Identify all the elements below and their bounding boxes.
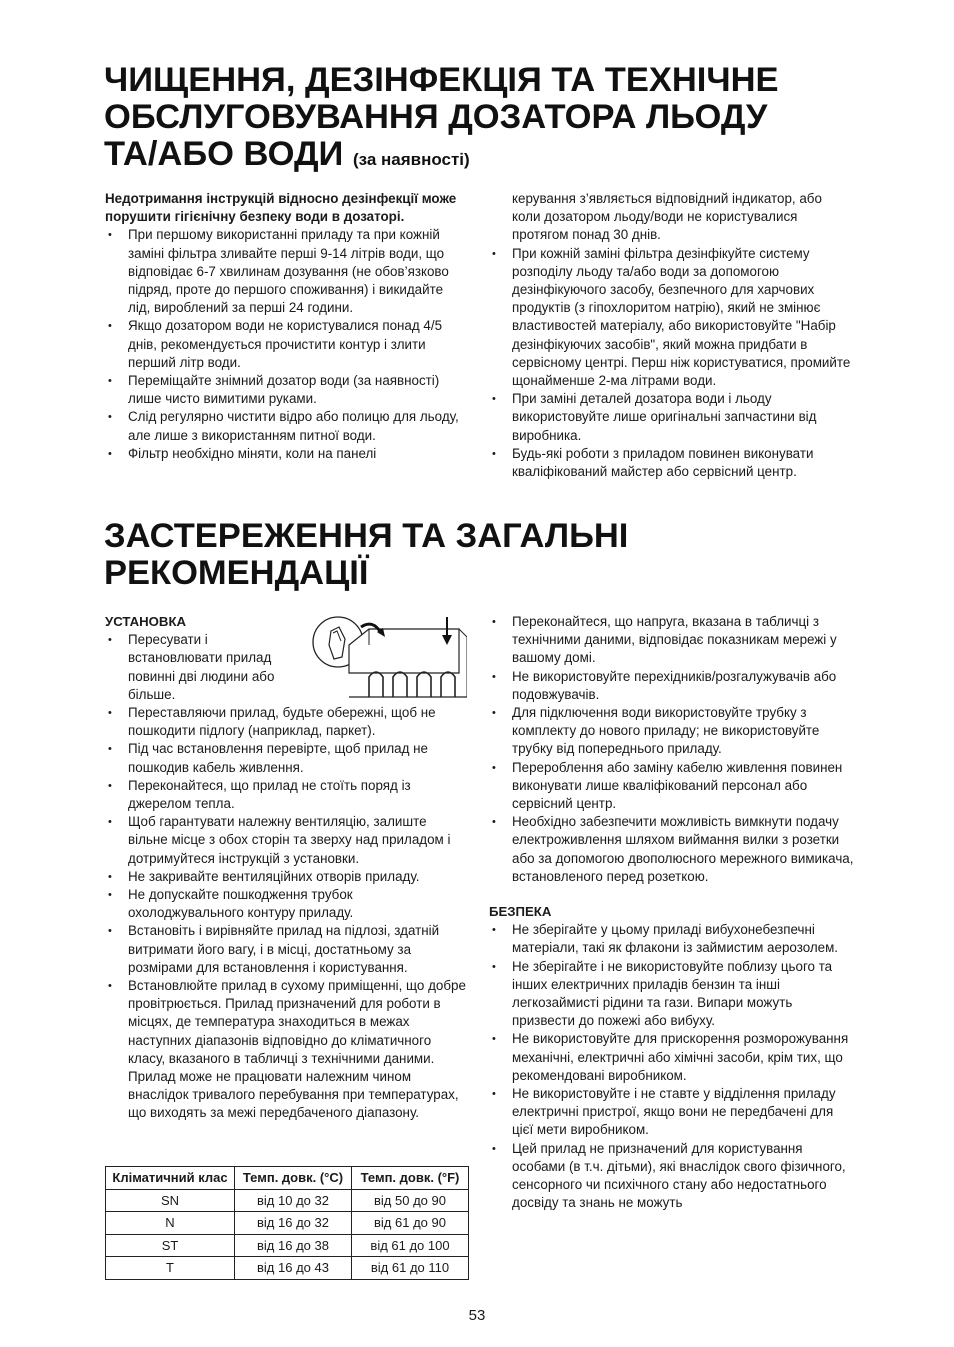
electrical-safety-column (489, 613, 854, 1213)
disinfection-warning: Недотримання інструкцій відносно дезінфекції може порушити гігієнічну безпеку води в дозаторі. (105, 191, 457, 225)
table-cell: від 16 до 38 (235, 1234, 352, 1257)
cleaning-list-right (489, 245, 854, 482)
list-item: • Необхідно забезпечити можливість вимкнути подачу електроживлення шляхом виймання вилки з розетки або за допомогою двополюсного мережного вимикача, встановленого перед розеткою. (489, 813, 854, 886)
list-item: • Щоб гарантувати належну вентиляцію, залиште вільне місце з обох сторін та зверху над приладом і дотримуйтеся інструкцій з установки. (105, 813, 467, 868)
list-item: • Встановлюйте прилад в сухому приміщенні, що добре провітрюється. Прилад призначений для роботи в місцях, де температура знаходиться в межах наступних діапазонів відповідно до кліматичного класу, вказаного в табличці з технічними даними. Прилад може не працювати належним чином внаслідок тривалого перебування при температурах, що виходять за межі передбаченого діапазону. (105, 977, 467, 1123)
safety-heading: БЕЗПЕКА (489, 904, 552, 920)
list-continuation: керування з’являється відповідний індикатор, або коли дозатором льоду/води не користувалися протягом понад 30 днів. (512, 191, 822, 243)
list-item: • При заміні деталей дозатора води і льоду використовуйте лише оригінальні запчастини від виробника. (489, 390, 854, 445)
list-item: • Встановіть і вирівняйте прилад на підлозі, здатній витримати його вагу, і в місці, достатньому за розмірами для встановлення і користування. (105, 922, 467, 977)
list-item: • Не закривайте вентиляційних отворів приладу. (105, 868, 467, 886)
table-header-row (106, 1167, 469, 1190)
table-cell: від 61 до 110 (352, 1257, 469, 1280)
table-cell: від 10 до 32 (235, 1189, 352, 1212)
list-item: • Не зберігайте і не використовуйте поблизу цього та інших електричних приладів бензин та інші легкозаймисті рідини та гази. Випари можуть призвести до пожежі або вибуху. (489, 958, 854, 1031)
table-cell: від 16 до 43 (235, 1257, 352, 1280)
table-cell: T (106, 1257, 235, 1280)
cleaning-left-column (105, 190, 467, 463)
list-item: • Не використовуйте для прискорення розморожування механічні, електричні або хімічні засоби, крім тих, що рекомендовані виробником. (489, 1030, 854, 1085)
list-item: • Не допускайте пошкодження трубок охолоджувального контуру приладу. (105, 886, 467, 922)
list-item: • Не використовуйте перехідників/розгалужувачів або подовжувачів. (489, 668, 854, 704)
table-cell: від 16 до 32 (235, 1212, 352, 1235)
table-header: Темп. довк. (°C) (235, 1167, 352, 1190)
list-item: • Під час встановлення перевірте, щоб прилад не пошкодив кабель живлення. (105, 740, 467, 776)
list-item: • Перероблення або заміну кабелю живлення повинен виконувати лише кваліфікований персонал або сервісний центр. (489, 759, 854, 814)
list-item: • Пересувати і встановлювати прилад повинні дві людини або більше. (105, 631, 296, 704)
table-row (106, 1234, 469, 1257)
table-row (106, 1189, 469, 1212)
title-line: ЗАСТЕРЕЖЕННЯ ТА ЗАГАЛЬНІ (104, 517, 629, 555)
table-header: Кліматичний клас (106, 1167, 235, 1190)
list-item: • Якщо дозатором води не користувалися понад 4/5 днів, рекомендується прочистити контур і злити перший літр води. (105, 317, 467, 372)
title-line (104, 136, 779, 178)
list-item: • Цей прилад не призначений для користування особами (в т.ч. дітьми), які внаслідок свого фізичного, сенсорного чи психічного стану або недостатнього досвіду та знань не можуть (489, 1140, 854, 1213)
table-cell: від 61 до 100 (352, 1234, 469, 1257)
list-item: • Переконайтеся, що прилад не стоїть поряд із джерелом тепла. (105, 777, 467, 813)
table-row (106, 1257, 469, 1280)
table-cell: N (106, 1212, 235, 1235)
table-cell: від 50 до 90 (352, 1189, 469, 1212)
list-item: • Для підключення води використовуйте трубку з комплекту до нового приладу; не використовуйте трубку від попереднього приладу. (489, 704, 854, 759)
list-item: • Слід регулярно чистити відро або полицю для льоду, але лише з використанням питної води. (105, 408, 467, 444)
list-item: • При першому використанні приладу та при кожній заміні фільтра зливайте перші 9-14 літрів води, що відповідає 6-7 хвилинам дозування (не обов’язково підряд, проте до першого споживання) і викидайте лід, вироблений за перші 24 години. (105, 226, 467, 317)
list-item: • Не зберігайте у цьому приладі вибухонебезпечні матеріали, такі як флакони із займистим аерозолем. (489, 921, 854, 957)
list-item: • Не використовуйте і не ставте у відділення приладу електричні пристрої, якщо вони не передбачені для цієї мети виробником. (489, 1085, 854, 1140)
section-title-cleaning (104, 62, 779, 178)
list-item: • Фільтр необхідно міняти, коли на панелі (105, 445, 467, 463)
title-line-text: ТА/АБО ВОДИ (104, 135, 344, 173)
title-suffix: (за наявності) (352, 150, 470, 169)
table-cell: від 61 до 90 (352, 1212, 469, 1235)
title-line: ЧИЩЕННЯ, ДЕЗІНФЕКЦІЯ ТА ТЕХНІЧНЕ (104, 61, 779, 99)
installation-heading: УСТАНОВКА (105, 614, 187, 629)
table-header: Темп. довк. (°F) (352, 1167, 469, 1190)
climate-class-table (105, 1166, 469, 1280)
installation-list (105, 631, 467, 1122)
table-cell: ST (106, 1234, 235, 1257)
title-line: РЕКОМЕНДАЦІЇ (104, 554, 369, 592)
cleaning-list-left (105, 226, 467, 463)
table-cell: SN (106, 1189, 235, 1212)
table-row (106, 1212, 469, 1235)
installation-column (105, 613, 467, 1123)
list-item: • При кожній заміні фільтра дезінфікуйте систему розподілу льоду та/або води за допомогою дезінфікуючого засобу, безпечного для харчових продуктів (з гіпохлоритом натрію), який не змінює властивостей матеріалу, або використовуйте "Набір дезінфікуючих засобів", який можна придбати в сервісному центрі. Перш ніж користуватися, промийте щонайменше 2-ма літрами води. (489, 245, 854, 391)
electrical-list (489, 613, 854, 886)
section-title-warnings (104, 518, 628, 592)
page-number: 53 (468, 1307, 486, 1324)
title-line: ОБСЛУГОВУВАННЯ ДОЗАТОРА ЛЬОДУ (104, 98, 768, 136)
list-item: • Переконайтеся, що напруга, вказана в табличці з технічними даними, відповідає показникам мережі у вашому домі. (489, 613, 854, 668)
list-item: • Переставляючи прилад, будьте обережні, щоб не пошкодити підлогу (наприклад, паркет). (105, 704, 467, 740)
cleaning-right-column (489, 190, 854, 481)
safety-list (489, 921, 854, 1212)
list-item: • Будь-які роботи з приладом повинен виконувати кваліфікований майстер або сервісний центр. (489, 445, 854, 481)
list-item: • Переміщайте знімний дозатор води (за наявності) лише чисто вимитими руками. (105, 372, 467, 408)
